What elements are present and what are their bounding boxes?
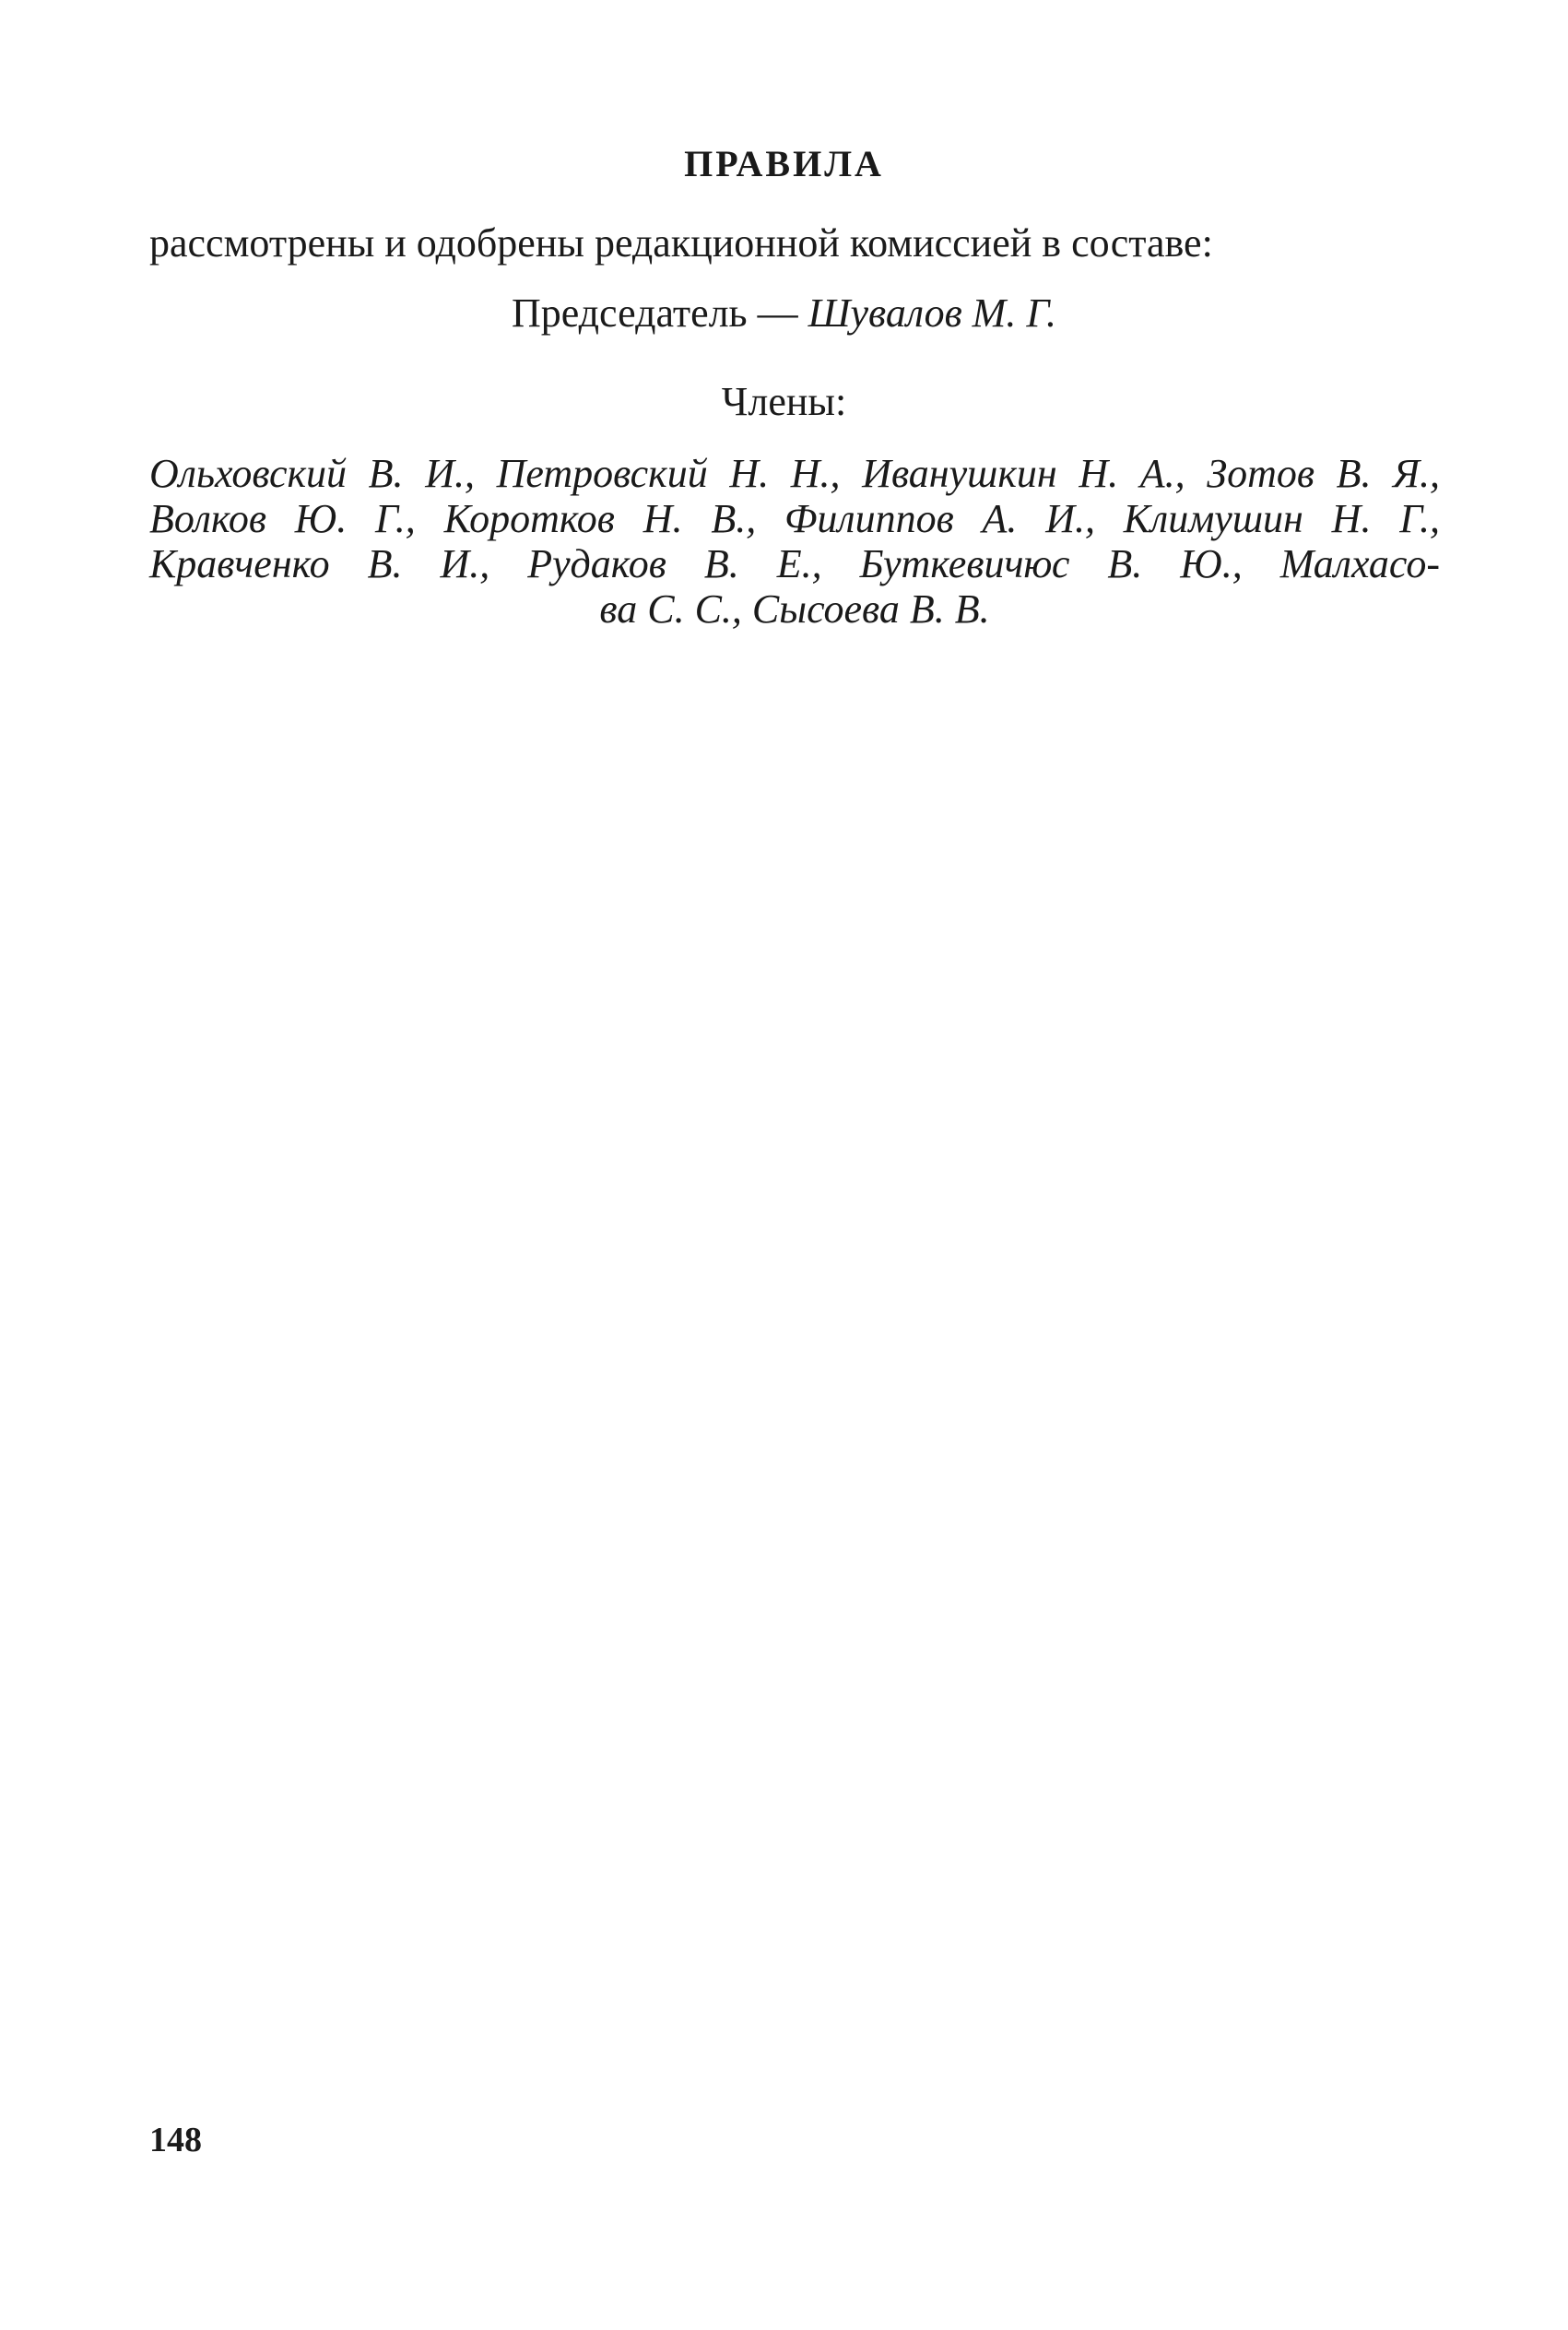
page-title: ПРАВИЛА xyxy=(684,143,884,184)
members-line: Волков Ю. Г., Коротков Н. В., Филиппов А. И., Климушин Н. Г., xyxy=(149,496,1440,541)
members-line: ва С. С., Сысоева В. В. xyxy=(599,586,990,632)
chairman-label: Председатель — xyxy=(511,290,808,336)
members-heading: Члены: xyxy=(721,379,847,424)
page-number: 148 xyxy=(149,2121,202,2159)
members-list xyxy=(149,452,1440,633)
chairman-name: Шувалов М. Г. xyxy=(808,290,1057,336)
members-line: Ольховский В. И., Петровский Н. Н., Иванушкин Н. А., Зотов В. Я., xyxy=(149,451,1440,496)
intro-text: рассмотрены и одобрены редакционной комиссией в составе: xyxy=(149,220,1213,266)
chairman-line xyxy=(0,291,1568,336)
members-line: Кравченко В. И., Рудаков В. Е., Буткевичюс В. Ю., Малхасо- xyxy=(149,541,1440,586)
